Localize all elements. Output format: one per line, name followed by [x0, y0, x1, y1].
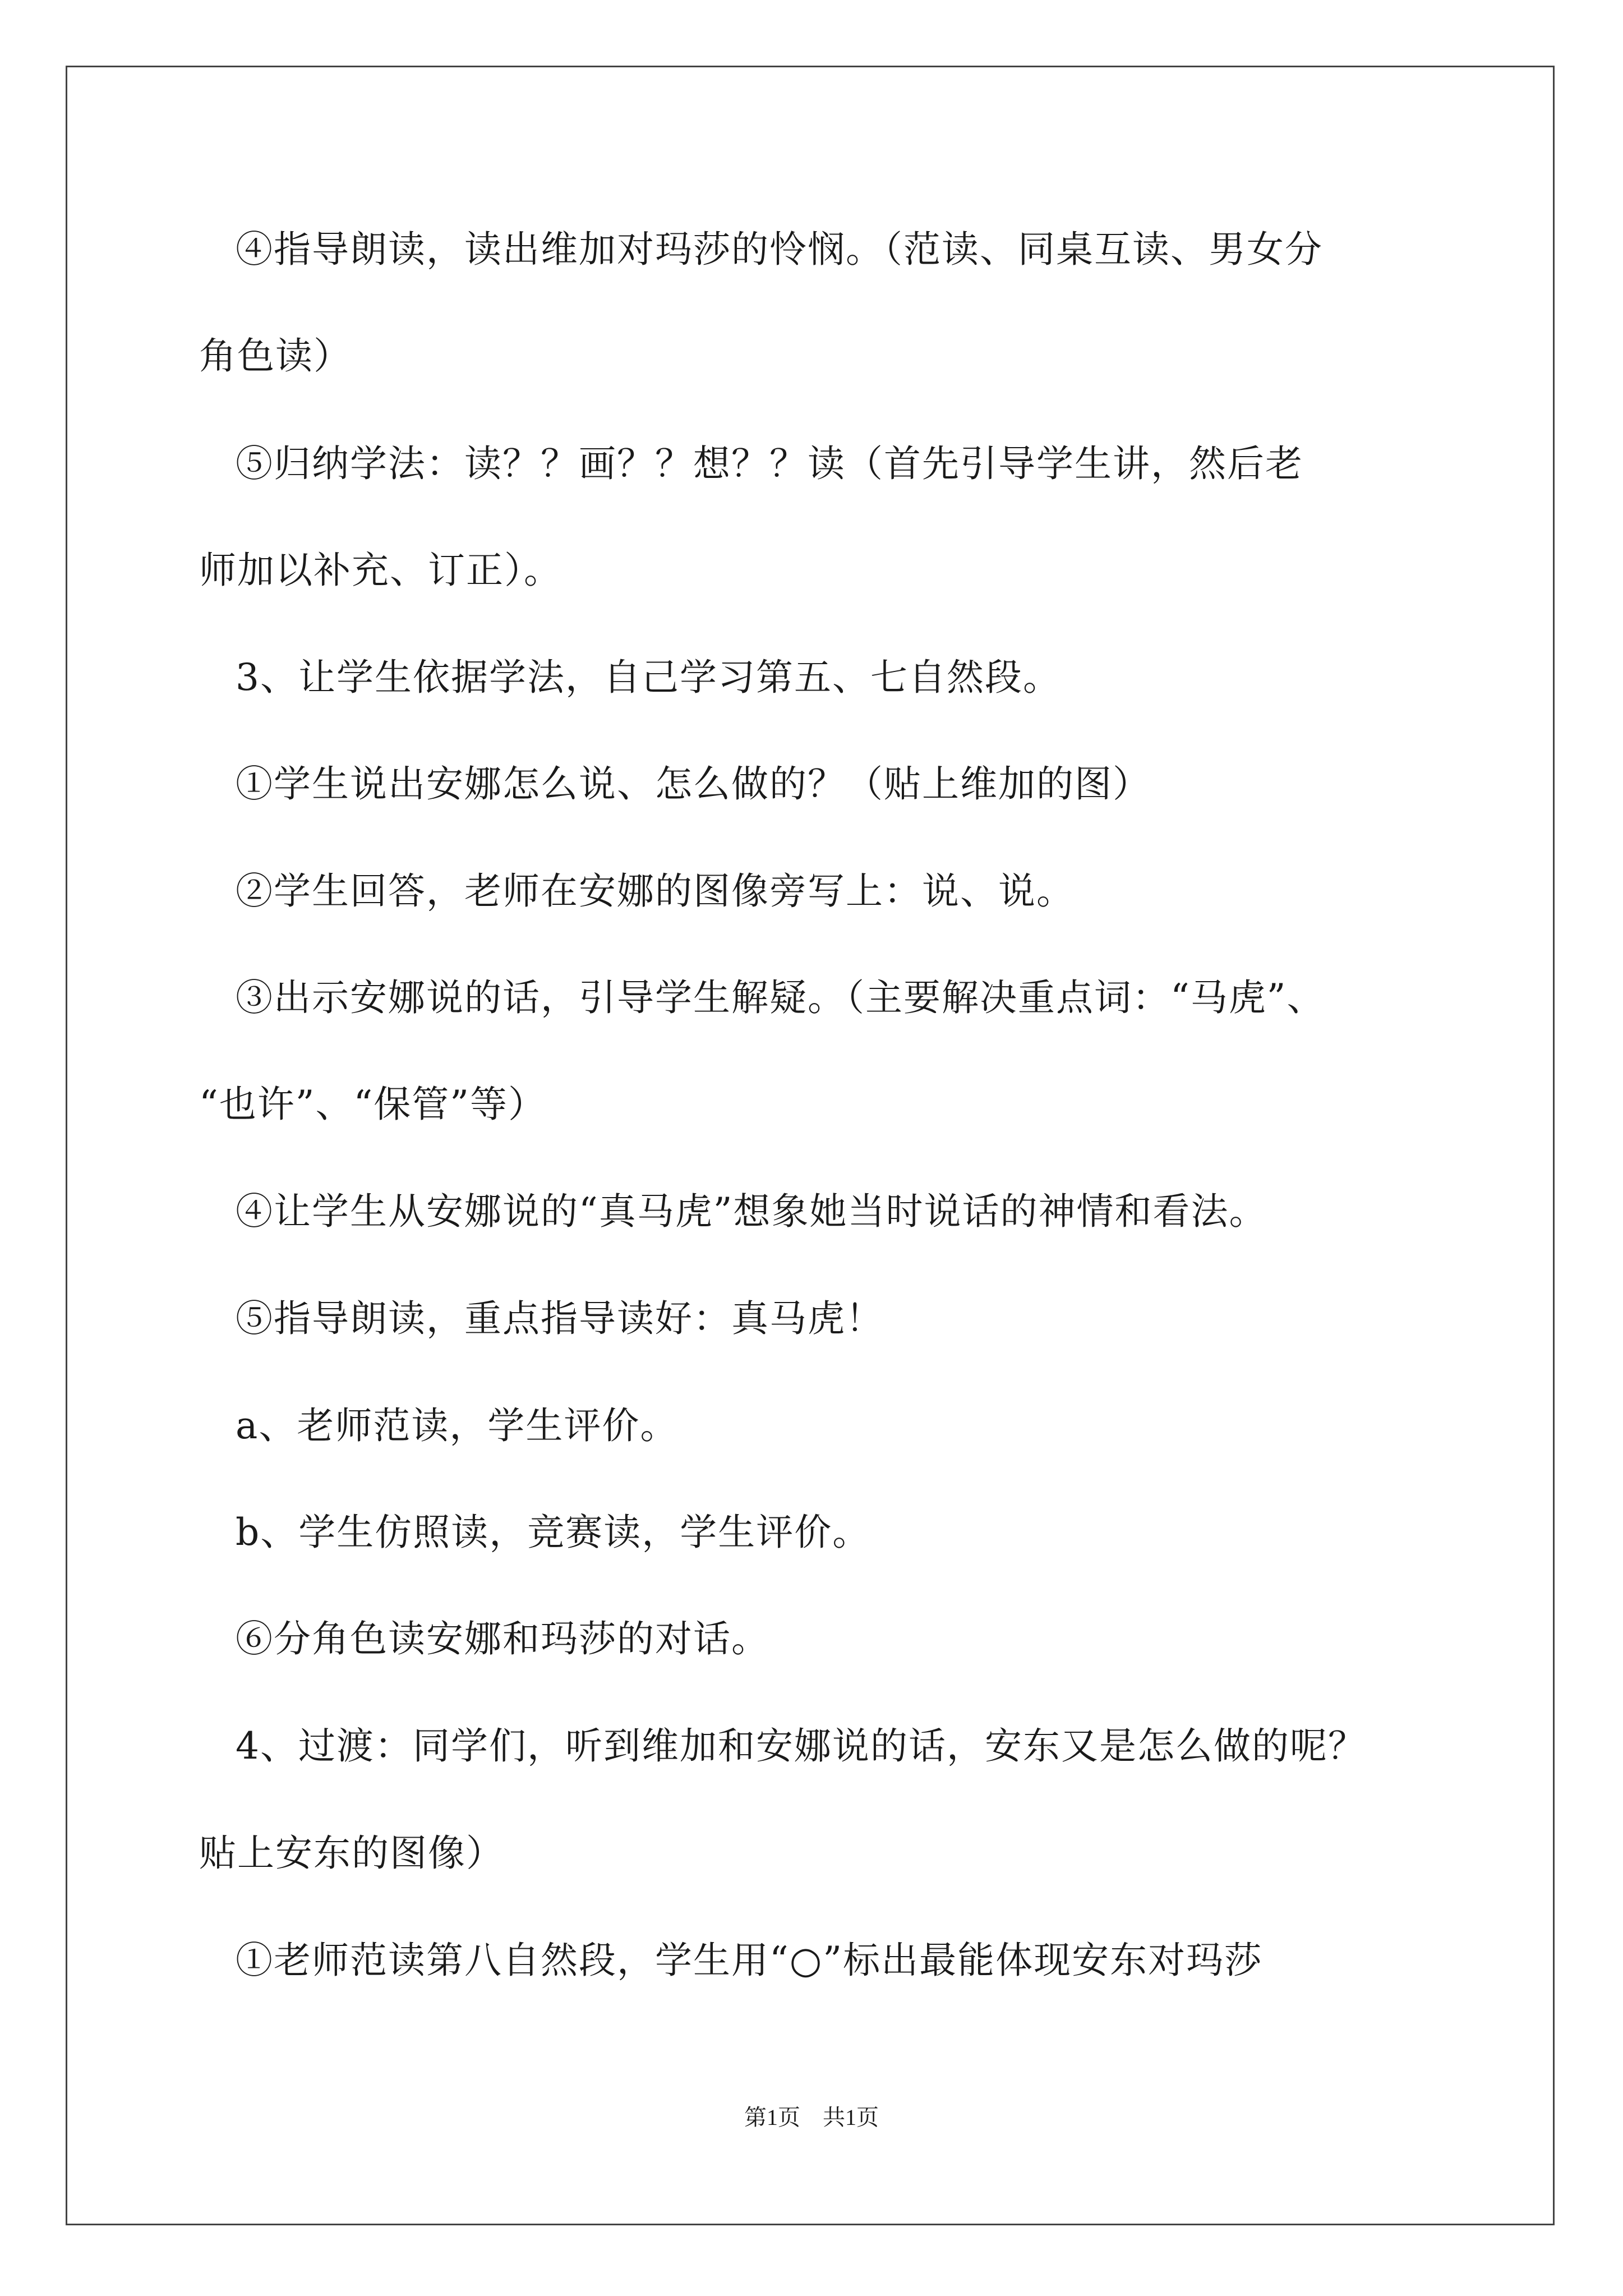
- paragraph-line: 4、过渡：同学们，听到维加和安娜说的话，安东又是怎么做的呢？: [236, 1724, 1366, 1768]
- paragraph-line: 角色读）: [199, 334, 352, 378]
- paragraph-line: ⑥分角色读安娜和玛莎的对话。: [236, 1617, 769, 1660]
- paragraph-line: b、学生仿照读，竞赛读，学生评价。: [236, 1511, 871, 1554]
- page-footer: 第1页 共1页: [744, 2105, 879, 2130]
- paragraph-line: ①学生说出安娜怎么说、怎么做的？（贴上维加的图）: [236, 762, 1151, 806]
- paragraph-line: 师加以补充、订正）。: [199, 549, 562, 592]
- paragraph-line: a、老师范读，学生评价。: [236, 1404, 679, 1447]
- paragraph-line: ④指导朗读，读出维加对玛莎的怜悯。（范读、同桌互读、男女分: [236, 228, 1323, 271]
- paragraph-line: ①老师范读第八自然段，学生用“○”标出最能体现安东对玛莎: [236, 1939, 1263, 1982]
- paragraph-line: ⑤指导朗读，重点指导读好：真马虎！: [236, 1297, 884, 1340]
- paragraph-line: ③出示安娜说的话，引导学生解疑。（主要解决重点词：“马虎”、: [236, 976, 1325, 1019]
- paragraph-line: 3、让学生依据学法，自己学习第五、七自然段。: [236, 656, 1061, 699]
- paragraph-line: ⑤归纳学法：读？？画？？想？？读（首先引导学生讲，然后老: [236, 442, 1303, 485]
- paragraph-line: 贴上安东的图像）: [199, 1832, 504, 1875]
- paragraph-line: “也许”、“保管”等）: [199, 1083, 546, 1126]
- paragraph-line: ②学生回答，老师在安娜的图像旁写上：说、说。: [236, 869, 1075, 913]
- paragraph-line: ④让学生从安娜说的“真马虎”想象她当时说话的神情和看法。: [236, 1190, 1267, 1233]
